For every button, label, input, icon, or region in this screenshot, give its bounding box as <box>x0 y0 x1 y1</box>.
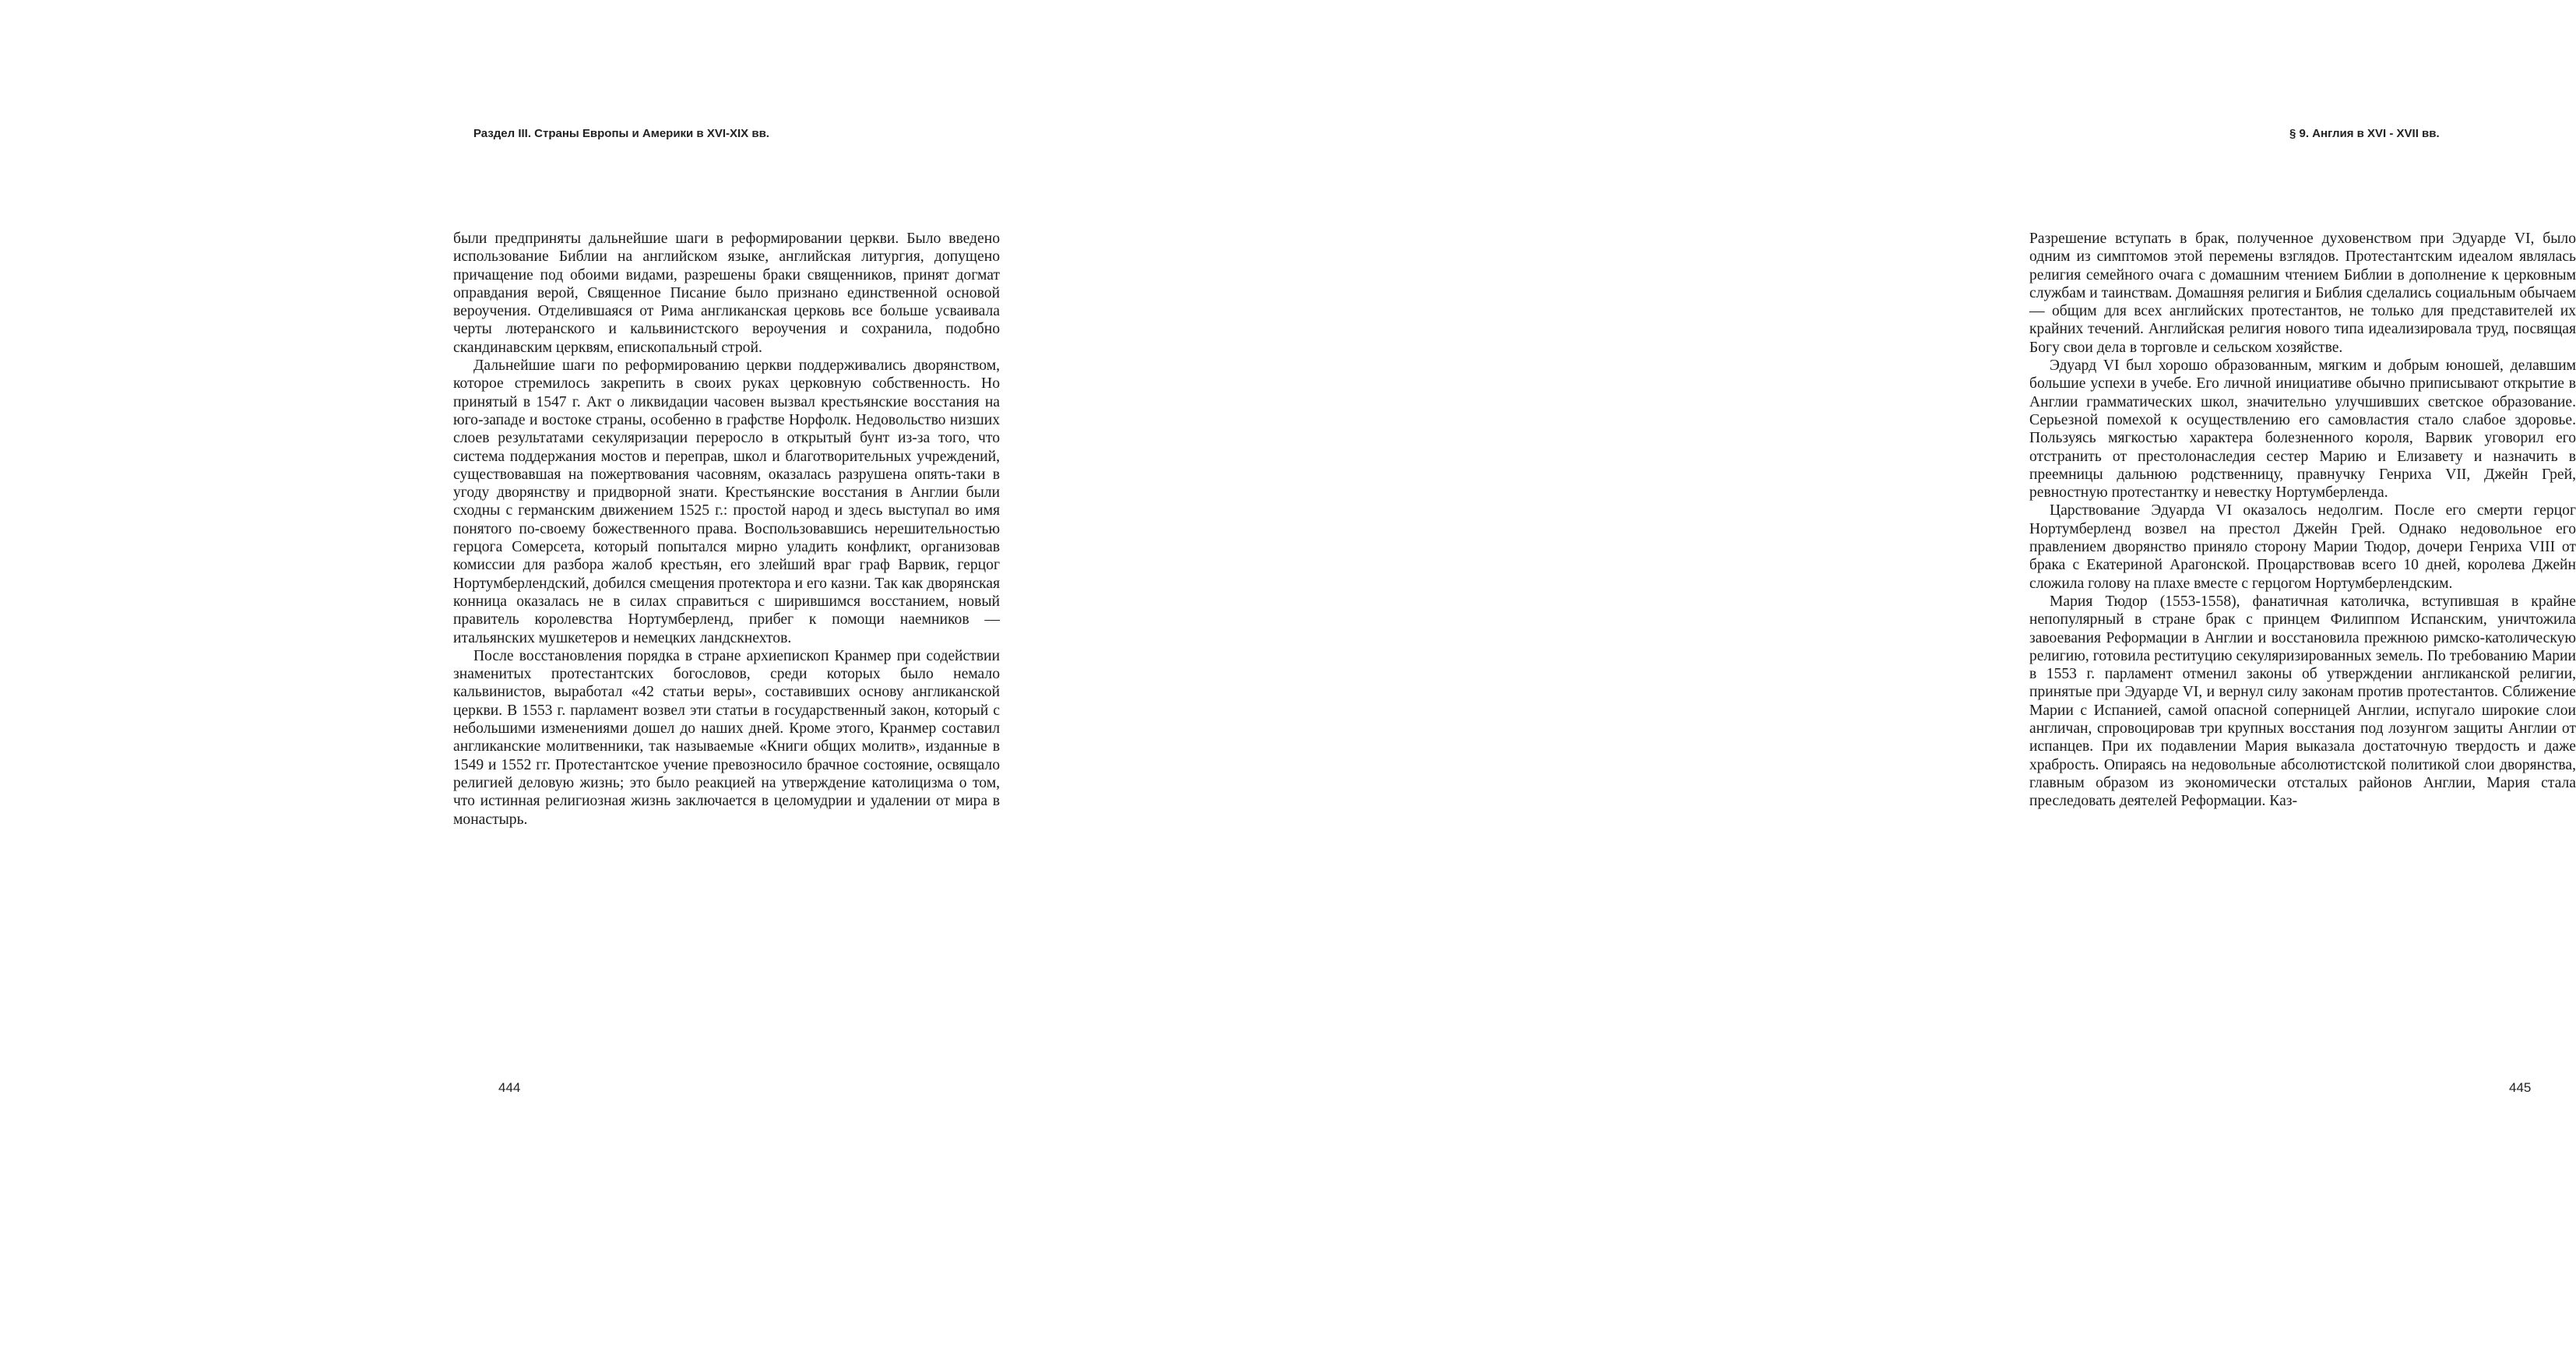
paragraph: Царствование Эдуарда VI оказалось недолгим. После его смерти герцог Нортумберленд возвел на престол Джейн Грей. Однако недовольное его правлением дворянство приняло сторону Марии Тюдор, дочери Генриха VIII от брака с Екатериной Арагонской. Процарствовав всего 10 дней, королева Джейн сложила голову на плахе вместе с герцогом Нортумберлендским. <box>2029 502 2576 592</box>
left-page <box>0 0 1000 1366</box>
running-head-left: Раздел III. Страны Европы и Америки в XVI-XIX вв. <box>473 127 769 140</box>
paragraph: Дальнейшие шаги по реформированию церкви поддерживались дворянством, которое стремилось закрепить в своих руках церковную собственность. Но принятый в 1547 г. Акт о ликвидации часовен вызвал крестьянские восстания на юго-западе и востоке страны, особенно в графстве Норфолк. Недовольство низших слоев результатами секуляризации переросло в открытый бунт из-за того, что система поддержания мостов и переправ, школ и благотворительных учреждений, существовавшая на пожертвования часовням, оказалась разрушена опять-таки в угоду дворянству и придворной знати. Крестьянские восстания в Англии были сходны с германским движением 1525 г.: простой народ и здесь выступал во имя понятого по-своему божественного права. Воспользовавшись нерешительностью герцога Сомерсета, который попытался мирно уладить конфликт, организовав комиссии для разбора жалоб крестьян, его злейший враг граф Варвик, герцог Нортумберлендский, добился смещения протектора и его казни. Так как дворянская конница оказалась не в силах справиться с ширившимся восстанием, новый правитель королевства Нортумберленд, прибег к помощи наемников — итальянских мушкетеров и немецких ландскнехтов. <box>453 357 1000 646</box>
running-head-right: § 9. Англия в XVI - XVII вв. <box>2289 127 2440 140</box>
paragraph: были предприняты дальнейшие шаги в реформировании церкви. Было введено использование Библии на английском языке, английская литургия, допущено причащение под обоими видами, разрешены браки священников, принят догмат оправдания верой, Священное Писание было признано единственной основой вероучения. Отделившаяся от Рима англиканская церковь все больше усваивала черты лютеранского и кальвинистского вероучения и сохранила, подобно скандинавским церквям, епископальный строй. <box>453 231 1000 356</box>
page-number-left: 444 <box>498 1080 521 1095</box>
paragraph: После восстановления порядка в стране архиепископ Кранмер при содействии знаменитых протестантских богословов, среди которых было немало кальвинистов, выработал «42 статьи веры», составивших основу англиканской церкви. В 1553 г. парламент возвел эти статьи в государственный закон, который с небольшими изменениями дошел до наших дней. Кроме этого, Кранмер составил англиканские молитвенники, так называемые «Книги общих молитв», изданные в 1549 и 1552 гг. Протестантское учение превозносило брачное состояние, освящало религией деловую жизнь; это было реакцией на утверждение католицизма о том, что истинная религиозная жизнь заключается в целомудрии и удалении от мира в монастырь. <box>453 647 1000 828</box>
paragraph: Разрешение вступать в брак, полученное духовенством при Эдуарде VI, было одним из симптомов этой перемены взглядов. Протестантским идеалом являлась религия семейного очага с домашним чтением Библии в дополнение к церковным службам и таинствам. Домашняя религия и Библия сделались социальным обычаем — общим для всех английских протестантов, не только для представителей их крайних течений. Английская религия нового типа идеализировала труд, посвящая Богу свои дела в торговле и сельском хозяйстве. <box>2029 231 2576 356</box>
paragraph: Мария Тюдор (1553-1558), фанатичная католичка, вступившая в крайне непопулярный в стране брак с принцем Филиппом Испанским, уничтожила завоевания Реформации в Англии и восстановила прежнюю римско-католическую религию, готовила реституцию секуляризированных земель. По требованию Марии в 1553 г. парламент отменил законы об утверждении англиканской религии, принятые при Эдуарде VI, и вернул силу законам против протестантов. Сближение Марии с Испанией, самой опасной соперницей Англии, испугало широкие слои англичан, спровоцировав три крупных восстания под лозунгом защиты Англии от испанцев. При их подавлении Мария выказала достаточную твердость и даже храбрость. Опираясь на недовольные абсолютистской политикой слои дворянства, главным образом из экономически отсталых районов Англии, Мария стала преследовать деятелей Реформации. Каз- <box>2029 593 2576 810</box>
page-number-right: 445 <box>2509 1080 2532 1095</box>
right-text-block <box>2029 230 2576 811</box>
left-text-block <box>453 230 1000 829</box>
right-page <box>966 0 2576 1366</box>
paragraph: Эдуард VI был хорошо образованным, мягким и добрым юношей, делавшим большие успехи в учебе. Его личной инициативе обычно приписывают открытие в Англии грамматических школ, значительно улучшивших светское образование. Серьезной помехой к осуществлению его самовластия стало слабое здоровье. Пользуясь мягкостью характера болезненного короля, Варвик уговорил его отстранить от престолонаследия сестер Марию и Елизавету и назначить в преемницы дальнюю родственницу, правнучку Генриха VII, Джейн Грей, ревностную протестантку и невестку Нортумберленда. <box>2029 357 2576 502</box>
